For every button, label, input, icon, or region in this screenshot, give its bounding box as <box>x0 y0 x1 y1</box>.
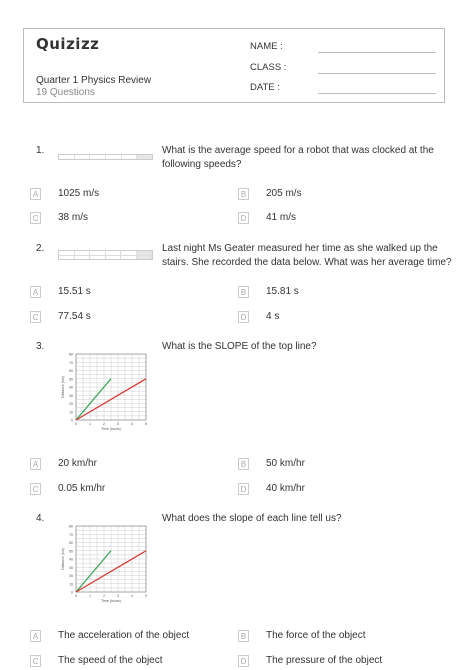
y-tick-label: 70 <box>69 360 73 365</box>
option-text[interactable]: 205 m/s <box>266 188 302 199</box>
x-tick-label: 4 <box>131 422 133 426</box>
distance-time-graph <box>54 518 154 606</box>
y-tick-label: 30 <box>69 393 73 398</box>
y-tick-label: 60 <box>69 541 73 545</box>
x-axis-label: Time (hours) <box>101 599 121 603</box>
option-letter: C <box>30 311 41 323</box>
question-count: 19 Questions <box>36 87 95 98</box>
y-tick-label: 0 <box>71 590 73 595</box>
option-text[interactable]: The acceleration of the object <box>58 630 190 641</box>
x-tick-label: 3 <box>117 594 119 598</box>
option-letter: D <box>238 483 249 495</box>
option-letter: D <box>238 212 249 224</box>
y-tick-label: 50 <box>69 377 73 382</box>
option-text[interactable]: 40 km/hr <box>266 483 305 494</box>
quizizz-logo: Quizizz <box>36 35 100 53</box>
date-line <box>318 93 436 94</box>
y-tick-label: 40 <box>69 557 73 562</box>
option-text[interactable]: 50 km/hr <box>266 458 305 469</box>
option-text[interactable]: 41 m/s <box>266 212 297 223</box>
x-tick-label: 1 <box>89 422 91 426</box>
y-tick-label: 80 <box>69 352 73 357</box>
x-tick-label: 5 <box>145 594 147 598</box>
distance-time-graph <box>54 346 154 434</box>
question-text: What is the average speed for a robot that was clocked at the following speeds? <box>162 145 434 170</box>
option-text[interactable]: The force of the object <box>266 630 366 641</box>
option-text[interactable]: 1025 m/s <box>58 188 100 199</box>
option-letter: B <box>238 286 249 298</box>
x-axis-label: Time (hours) <box>101 427 121 431</box>
speed-table-image <box>58 154 153 160</box>
question-number: 2. <box>36 243 45 254</box>
option-letter: D <box>238 655 249 667</box>
worksheet-header <box>23 28 445 103</box>
x-tick-label: 0 <box>75 594 77 598</box>
question-number: 1. <box>36 145 45 156</box>
option-letter: D <box>238 311 249 323</box>
x-tick-label: 3 <box>117 422 119 426</box>
option-text[interactable]: 15.81 s <box>266 286 299 297</box>
option-letter: A <box>30 630 41 642</box>
option-text[interactable]: 15.51 s <box>58 286 91 297</box>
class-label: CLASS : <box>250 62 287 73</box>
option-letter: A <box>30 188 41 200</box>
option-text[interactable]: 77.54 s <box>58 311 91 322</box>
x-tick-label: 2 <box>103 422 105 426</box>
question-text: What does the slope of each line tell us? <box>162 513 342 524</box>
y-axis-label: Distance (km) <box>61 548 65 570</box>
question-text: Last night Ms Geater measured her time as she walked up the stairs. She recorded the data below. What was her average time? <box>162 243 452 268</box>
question-number: 3. <box>36 341 45 352</box>
option-text[interactable]: The speed of the object <box>58 655 163 666</box>
option-text[interactable]: 0.05 km/hr <box>58 483 106 494</box>
option-letter: B <box>238 458 249 470</box>
y-tick-label: 20 <box>69 402 73 406</box>
y-tick-label: 50 <box>69 549 73 554</box>
y-tick-label: 0 <box>71 418 73 423</box>
y-axis-label: Distance (km) <box>61 376 65 398</box>
question-text: What is the SLOPE of the top line? <box>162 341 317 352</box>
option-text[interactable]: 4 s <box>266 311 280 322</box>
option-letter: B <box>238 630 249 642</box>
option-letter: C <box>30 483 41 495</box>
time-table-image <box>58 250 153 260</box>
x-tick-label: 4 <box>131 594 133 598</box>
worksheet-title: Quarter 1 Physics Review <box>36 75 152 86</box>
x-tick-label: 0 <box>75 422 77 426</box>
option-text[interactable]: 38 m/s <box>58 212 89 223</box>
y-tick-label: 10 <box>69 410 73 415</box>
y-tick-label: 60 <box>69 369 73 373</box>
name-label: NAME : <box>250 41 283 52</box>
x-tick-label: 2 <box>103 594 105 598</box>
option-text[interactable]: 20 km/hr <box>58 458 97 469</box>
y-tick-label: 80 <box>69 524 73 529</box>
question-number: 4. <box>36 513 45 524</box>
option-letter: A <box>30 286 41 298</box>
class-field[interactable] <box>250 62 286 73</box>
option-letter: C <box>30 212 41 224</box>
name-line <box>318 52 436 53</box>
date-label: DATE : <box>250 82 280 93</box>
y-tick-label: 30 <box>69 565 73 570</box>
y-tick-label: 70 <box>69 532 73 537</box>
y-tick-label: 10 <box>69 582 73 587</box>
option-text[interactable]: The pressure of the object <box>266 655 383 666</box>
name-field[interactable] <box>250 41 283 52</box>
option-letter: C <box>30 655 41 667</box>
y-tick-label: 40 <box>69 385 73 390</box>
y-tick-label: 20 <box>69 574 73 578</box>
option-letter: B <box>238 188 249 200</box>
date-field[interactable] <box>250 82 280 93</box>
x-tick-label: 5 <box>145 422 147 426</box>
x-tick-label: 1 <box>89 594 91 598</box>
class-line <box>318 73 436 74</box>
option-letter: A <box>30 458 41 470</box>
